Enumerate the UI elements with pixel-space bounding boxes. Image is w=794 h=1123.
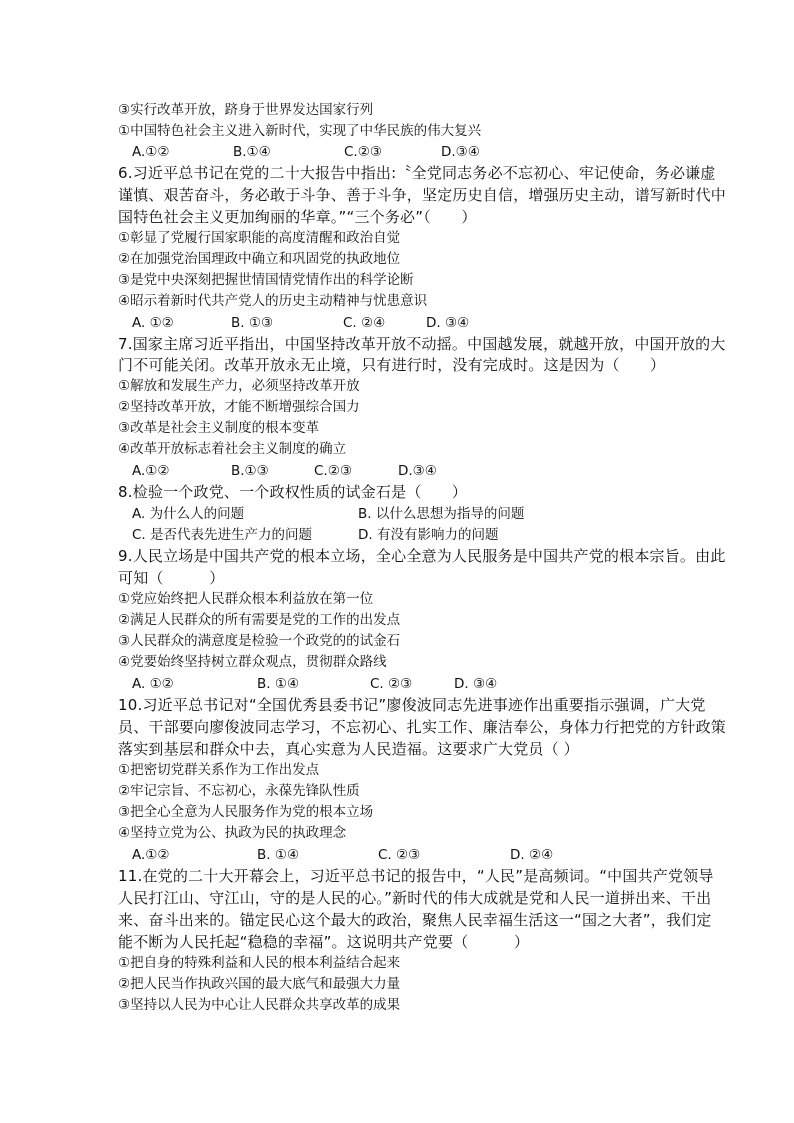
statement-2: ②坚持改革开放，才能不断增强综合国力: [118, 399, 360, 415]
statement-1: ①中国特色社会主义进入新时代，实现了中华民族的伟大复兴: [118, 123, 482, 139]
option-a: A. ①②: [132, 315, 174, 331]
question-10-text: 落实到基层和群众中去，真心实意为人民造福。这要求广大党员（ ）: [118, 740, 579, 758]
question-11-text: 人民打江山、守江山，守的是人民的心。”新时代的伟大成就是党和人民一道拼出来、干出: [118, 889, 712, 907]
option-d: D.③④: [441, 144, 480, 160]
option-a: A. ①②: [132, 676, 174, 692]
option-d: D. 有没有影响力的问题: [358, 527, 499, 543]
question-6-text: 6.习近平总书记在党的二十大报告中指出:〝全党同志务必不忘初心、牢记使命，务必谦虚: [118, 164, 716, 182]
option-b: B. ①④: [257, 847, 300, 863]
statement-2: ②把人民当作执政兴国的最大底气和最强大力量: [118, 976, 401, 992]
question-8-text: 8.检验一个政党、一个政权性质的试金石是（ ）: [118, 483, 468, 501]
option-a: A. 为什么人的问题: [132, 506, 245, 522]
option-d: D. ③④: [426, 315, 470, 331]
option-d: D. ②④: [510, 847, 554, 863]
question-9-text: 9.人民立场是中国共产党的根本立场，全心全意为人民服务是中国共产党的根本宗旨。由此: [118, 547, 726, 565]
option-c: C. ②④: [343, 315, 386, 331]
option-a: A.①②: [132, 144, 170, 160]
statement-1: ①党应始终把人民群众根本利益放在第一位: [118, 591, 374, 607]
option-c: C. ②③: [370, 676, 413, 692]
statement-3: ③改革是社会主义制度的根本变革: [118, 420, 320, 436]
statement-4: ④昭示着新时代共产党人的历史主动精神与忧患意识: [118, 293, 428, 309]
option-c: C. ②③: [378, 847, 421, 863]
option-c: C.②③: [344, 144, 382, 160]
statement-1: ①解放和发展生产力，必须坚持改革开放: [118, 378, 360, 394]
question-11-text: 来、奋斗出来的。锚定民心这个最大的政治，聚焦人民幸福生活这一“国之大者”，我们定: [118, 911, 712, 929]
option-d: D. ③④: [454, 676, 498, 692]
question-10-text: 员、干部要向廖俊波同志学习，不忘初心、扎实工作、廉洁奉公，身体力行把党的方针政策: [118, 718, 727, 736]
option-b: B. ①④: [257, 676, 300, 692]
option-b: B. 以什么思想为指导的问题: [358, 506, 525, 522]
question-11-text: 11.在党的二十大开幕会上，习近平总书记的报告中，“人民”是高频词。“中国共产党领导: [118, 867, 714, 885]
option-d: D.③④: [398, 463, 437, 479]
option-c: C.②③: [314, 463, 352, 479]
statement-4: ④改革开放标志着社会主义制度的确立: [118, 441, 347, 457]
statement-3: ③是党中央深刻把握世情国情党情作出的科学论断: [118, 272, 414, 288]
option-a: A.①②: [132, 463, 170, 479]
statement-3: ③把全心全意为人民服务作为党的根本立场: [118, 804, 374, 820]
statement-4: ④坚持立党为公、执政为民的执政理念: [118, 825, 347, 841]
option-b: B.①④: [233, 144, 271, 160]
statement-1: ①彰显了党履行国家职能的高度清醒和政治自觉: [118, 230, 401, 246]
statement-1: ①把自身的特殊利益和人民的根本利益结合起来: [118, 955, 401, 971]
option-b: B. ①③: [231, 315, 274, 331]
statement-4: ④党要始终坚持树立群众观点，贯彻群众路线: [118, 654, 387, 670]
statement-1: ①把密切党群关系作为工作出发点: [118, 762, 320, 778]
statement-2: ②在加强党治国理政中确立和巩固党的执政地位: [118, 251, 401, 267]
question-7-text: 7.国家主席习近平指出，中国坚持改革开放不动摇。中国越发展，就越开放，中国开放的大: [118, 335, 726, 353]
question-9-text: 可知（ ）: [118, 569, 225, 587]
question-6-text: 国特色社会主义更加绚丽的华章。”“三个务必”（ ）: [118, 208, 477, 226]
option-b: B.①③: [231, 463, 269, 479]
statement-2: ②满足人民群众的所有需要是党的工作的出发点: [118, 612, 401, 628]
option-c: C. 是否代表先进生产力的问题: [132, 527, 313, 543]
question-11-text: 能不断为人民托起“稳稳的幸福”。这说明共产党要（ ）: [118, 933, 530, 951]
statement-3: ③人民群众的满意度是检验一个政党的的试金石: [118, 633, 401, 649]
option-a: A.①②: [132, 847, 170, 863]
question-7-text: 门不可能关闭。改革开放永无止境，只有进行时，没有完成时。这是因为（ ）: [118, 356, 666, 374]
question-6-text: 谨慎、艰苦奋斗，务必敢于斗争、善于斗争，坚定历史自信，增强历史主动，谱写新时代中: [118, 186, 727, 204]
statement-3: ③实行改革开放，跻身于世界发达国家行列: [118, 102, 374, 118]
question-10-text: 10.习近平总书记对“全国优秀县委书记”廖俊波同志先进事迹作出重要指示强调，广大党: [118, 696, 706, 714]
statement-3: ③坚持以人民为中心让人民群众共享改革的成果: [118, 997, 401, 1013]
statement-2: ②牢记宗旨、不忘初心，永葆先锋队性质: [118, 783, 360, 799]
